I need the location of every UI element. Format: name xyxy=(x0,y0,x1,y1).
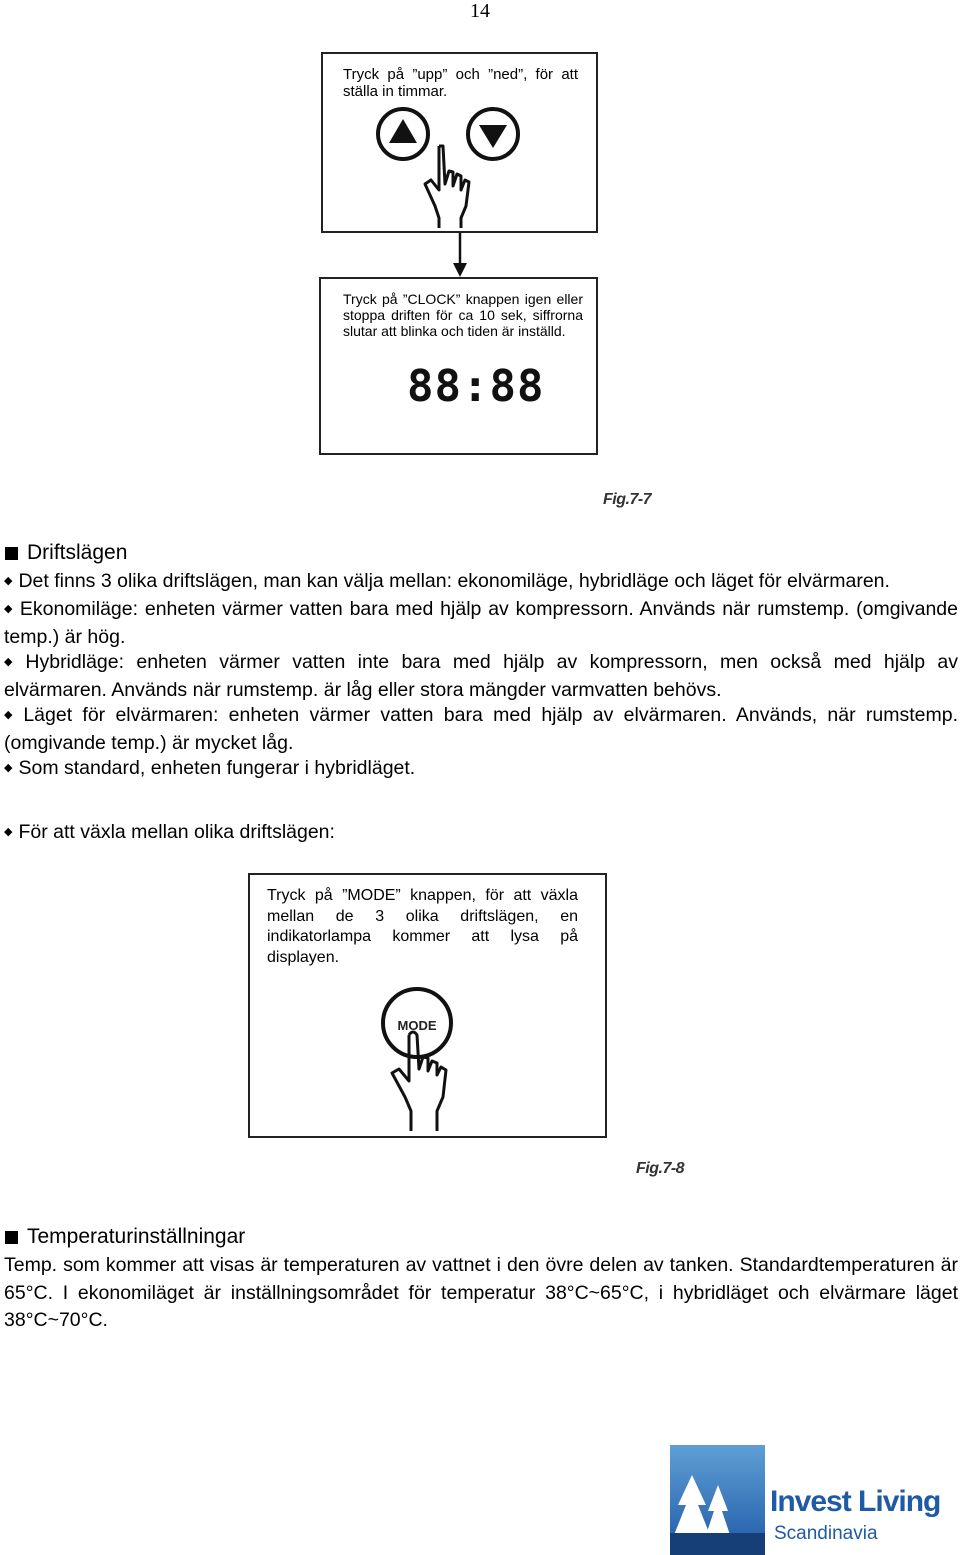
fig77-label: Fig.7-7 xyxy=(603,491,652,508)
fig77-step1-text: Tryck på ”upp” och ”ned”, för att ställa in timmar. xyxy=(343,66,578,100)
fig77-step1-box xyxy=(321,52,598,233)
switch-modes-item: ◆ För att växla mellan olika driftslägen: xyxy=(4,821,335,843)
list-item: ◆ Hybridläge: enheten värmer vatten inte bara med hjälp av kompressorn, men också med hjälp av elvärmaren. Används när rumstemp. är låg eller stora mängder varmvatten behövs. xyxy=(4,651,958,701)
mode-button-label: MODE xyxy=(397,1018,437,1033)
diamond-bullet-icon: ◆ xyxy=(4,709,18,721)
pointing-hand-icon xyxy=(425,146,469,228)
fig78-box xyxy=(248,873,607,1138)
mode-button-illustration xyxy=(375,985,495,1135)
list-item: ◆ Som standard, enheten fungerar i hybridläget. xyxy=(4,757,416,779)
list-item: ◆ Det finns 3 olika driftslägen, man kan välja mellan: ekonomiläge, hybridläge och läget för elvärmaren. xyxy=(4,570,890,592)
up-arrow-button-icon xyxy=(378,109,428,159)
temp-heading xyxy=(0,1225,245,1249)
fig77-step2-box xyxy=(319,277,598,455)
fig77-step2-text: Tryck på ”CLOCK” knappen igen eller stoppa driften för ca 10 sek, siffrorna slutar att blinka och tiden är inställd. xyxy=(343,291,583,339)
modes-bullet-list xyxy=(4,569,958,784)
modes-heading xyxy=(0,541,127,565)
list-item: ◆ Läget för elvärmaren: enheten värmer vatten bara med hjälp av elvärmaren. Används, när rumstemp. (omgivande temp.) är mycket låg. xyxy=(4,704,958,754)
square-bullet-icon xyxy=(5,547,18,560)
pointing-hand-icon xyxy=(392,1032,446,1131)
down-arrow-connector-icon xyxy=(450,233,470,278)
fig78-label: Fig.7-8 xyxy=(636,1160,685,1177)
clock-display: 88:88 xyxy=(407,361,545,412)
temp-heading-text: Temperaturinställningar xyxy=(27,1225,246,1248)
diamond-bullet-icon: ◆ xyxy=(4,762,13,774)
diamond-bullet-icon: ◆ xyxy=(4,575,13,587)
diamond-bullet-icon: ◆ xyxy=(4,603,14,615)
logo-title: Invest Living xyxy=(770,1485,941,1518)
diamond-bullet-icon: ◆ xyxy=(4,656,20,668)
modes-heading-text: Driftslägen xyxy=(27,541,128,564)
down-arrow-button-icon xyxy=(468,109,518,159)
up-down-buttons-illustration xyxy=(373,106,548,231)
temp-paragraph: Temp. som kommer att visas är temperaturen av vattnet i den övre delen av tanken. Standardtemperaturen är 65°C. I ekonomiläget är inställningsområdet för temperatur 38°C~65°C, i hybridläget och elvärmare läget 38°C~70°C. xyxy=(4,1254,958,1331)
fig78-text: Tryck på ”MODE” knappen, för att växla mellan de 3 olika driftslägen, en indikatorlampa kommer att lysa på displayen. xyxy=(267,887,578,966)
logo-subtitle: Scandinavia xyxy=(774,1523,878,1544)
square-bullet-icon xyxy=(5,1231,18,1244)
diamond-bullet-icon: ◆ xyxy=(4,826,13,838)
page-number: 14 xyxy=(470,0,490,22)
invest-living-logo xyxy=(670,1445,960,1555)
list-item: ◆ Ekonomiläge: enheten värmer vatten bara med hjälp av kompressorn. Används när rumstemp. (omgivande temp.) är hög. xyxy=(4,598,959,648)
